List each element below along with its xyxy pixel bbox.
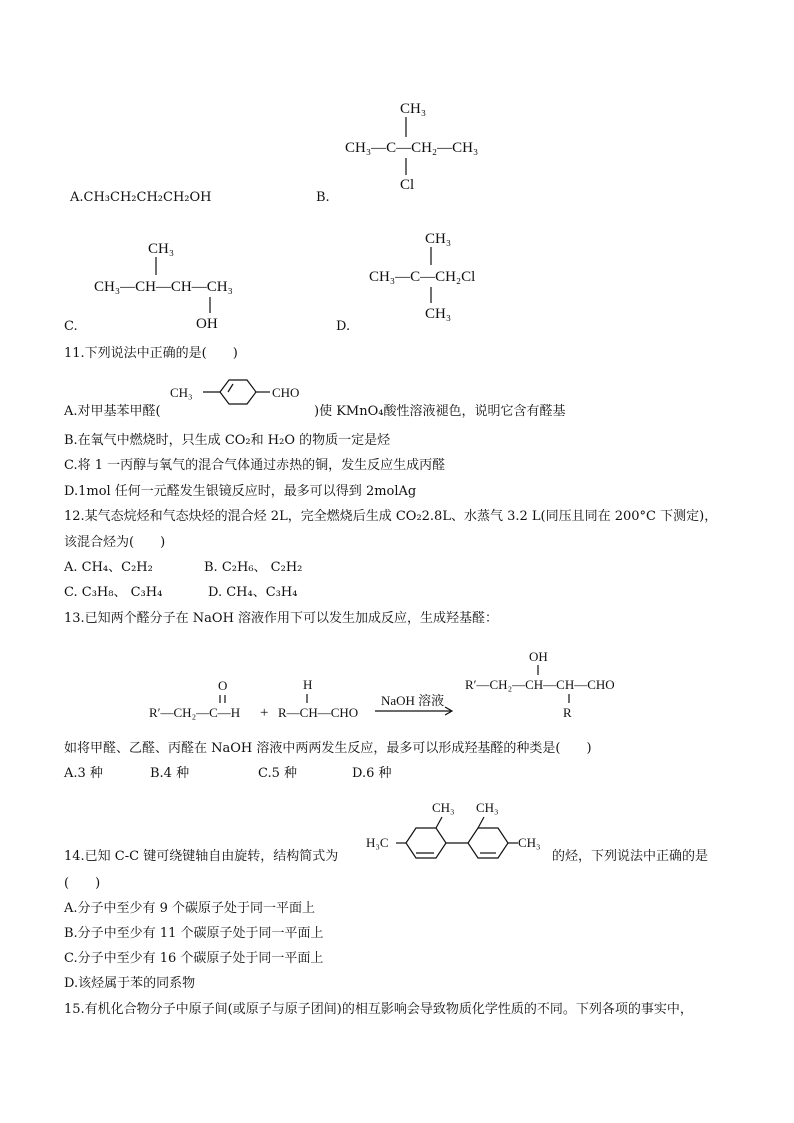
q14-stem-pre: 14.已知 C-C 键可绕键轴自由旋转，结构简式为: [64, 849, 339, 864]
q13-product-r: R: [563, 705, 572, 720]
struct-c-row: CH₃—CH—CH—CH₃: [94, 279, 233, 295]
q15-stem: 15.有机化合物分子中原子间(或原子与原子团间)的相互影响会导致物质化学性质的不同。下列各项的事实中，: [64, 1002, 693, 1017]
q13-product-oh: OH: [529, 649, 548, 664]
q13-r2-h: H: [303, 677, 313, 692]
q13-r1-main: R′—CH₂—C—H: [149, 705, 241, 720]
struct-d-row: CH₃—C—CH₂Cl: [369, 269, 476, 285]
q11-option-b: B.在氧气中燃烧时，只生成 CO₂和 H₂O 的物质一定是烃: [64, 433, 391, 448]
q12-stem-line1: 12.某气态烷烃和气态炔烃的混合烃 2L，完全燃烧后生成 CO₂2.8L、水蒸气 3.2 L(同压且同在 200°C 下测定)，: [64, 509, 718, 524]
struct-c-bottom: OH: [196, 316, 218, 332]
q13-stem: 13.已知两个醛分子在 NaOH 溶液作用下可以发生加成反应，生成羟基醛：: [64, 611, 499, 626]
q14-paren: ( ): [64, 876, 101, 891]
struct-b-row: CH₃—C—CH₂—CH₃: [345, 140, 479, 156]
q13-r2-main: R—CH—CHO: [278, 705, 359, 720]
q13-option-d: D.6 种: [352, 766, 392, 781]
q14-ch3-top1: CH₃: [432, 800, 455, 815]
q13-plus: +: [260, 705, 269, 721]
q14-ch3-top2: CH₃: [476, 800, 499, 815]
q12-option-c: C. C₃H₈、 C₃H₄: [64, 585, 163, 600]
q13-question: 如将甲醛、乙醛、丙醛在 NaOH 溶液中两两发生反应，最多可以形成羟基醛的种类是( ): [64, 741, 592, 756]
q10-option-b: B.: [316, 190, 330, 205]
struct-b-bottom: Cl: [400, 177, 415, 193]
q14-option-a: A.分子中至少有 9 个碳原子处于同一平面上: [64, 901, 316, 916]
struct-d-bottom: CH₃: [425, 306, 452, 322]
struct-d-top: CH₃: [425, 231, 452, 247]
q14-option-c: C.分子中至少有 16 个碳原子处于同一平面上: [64, 951, 324, 966]
q11-option-c: C.将 1 一丙醇与氧气的混合气体通过赤热的铜，发生反应生成丙醛: [64, 458, 446, 473]
q12-option-d: D. CH₄、C₃H₄: [208, 585, 298, 600]
q14-option-b: B.分子中至少有 11 个碳原子处于同一平面上: [64, 926, 324, 941]
q10-structure-c: [90, 235, 290, 335]
q11-stem: 11.下列说法中正确的是( ): [64, 346, 238, 361]
q11-option-a-pre: A.对甲基苯甲醛(: [64, 404, 161, 419]
q11-option-a-post: )使 KMnO₄酸性溶液褪色，说明它含有醛基: [314, 404, 566, 419]
q10-option-d: D.: [336, 319, 351, 334]
q13-option-a: A.3 种: [64, 766, 103, 781]
q10-option-c: C.: [64, 319, 78, 334]
struct-b-top: CH₃: [400, 101, 427, 117]
q11-option-d: D.1mol 任何一元醛发生银镜反应时，最多可以得到 2molAg: [64, 484, 417, 499]
q10-structure-b: [340, 95, 530, 195]
q14-stem-post: 的烃，下列说法中正确的是: [552, 849, 709, 864]
q13-product-main: R′—CH₂—CH—CH—CHO: [465, 677, 615, 692]
q12-stem-line2: 该混合烃为( ): [64, 535, 166, 550]
q10-option-a: A.CH₃CH₂CH₂CH₂OH: [70, 190, 212, 205]
q13-arrow-label: NaOH 溶液: [381, 693, 445, 708]
q14-ch3-right: CH₃: [518, 835, 541, 850]
q11-a-ch3: CH₃: [170, 385, 193, 400]
q13-reaction-equation: [145, 645, 645, 725]
q12-option-b: B. C₂H₆、 C₂H₂: [204, 560, 303, 575]
q14-biphenyl-structure: [366, 795, 551, 865]
q13-option-b: B.4 种: [150, 766, 190, 781]
struct-c-top: CH₃: [148, 241, 175, 257]
q13-r1-o: O: [218, 678, 228, 693]
q13-option-c: C.5 种: [258, 766, 298, 781]
q11-a-cho: CHO: [272, 385, 300, 400]
q14-option-d: D.该烃属于苯的同系物: [64, 976, 196, 991]
q10-structure-d: [365, 225, 535, 325]
q14-ch3-left: H₃C: [366, 835, 389, 850]
q12-option-a: A. CH₄、C₂H₂: [64, 560, 153, 575]
q11-option-a-structure: [170, 375, 320, 415]
